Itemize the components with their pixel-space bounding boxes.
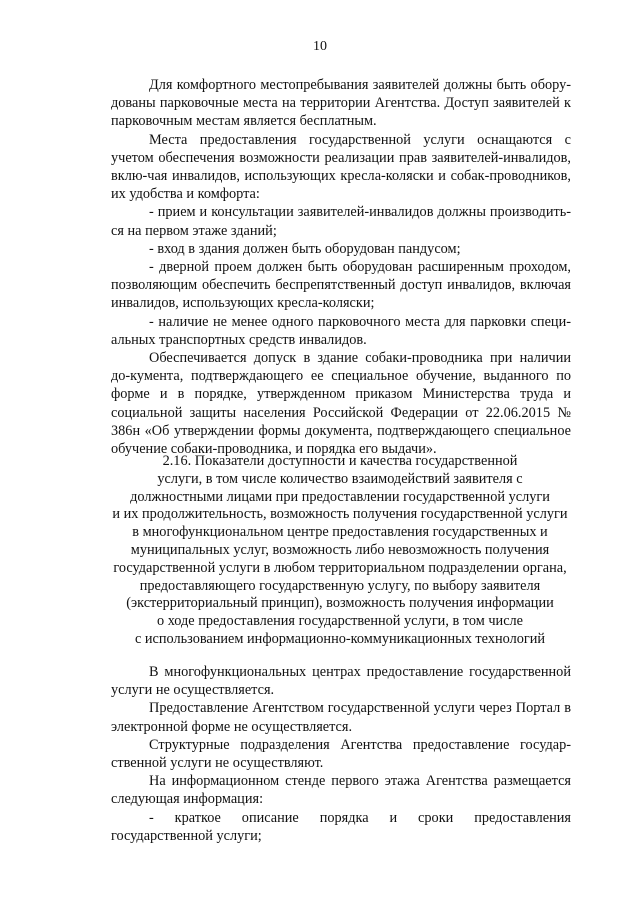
section-heading-2-16 bbox=[92, 453, 588, 649]
accessibility-requirements-section bbox=[111, 76, 571, 458]
heading-line: услуги, в том числе количество взаимодействий заявителя с bbox=[157, 470, 523, 487]
heading-line: предоставляющего государственную услугу, по выбору заявителя bbox=[139, 577, 541, 594]
list-item-ramp: - вход в здания должен быть оборудован пандусом; bbox=[149, 240, 461, 257]
list-item-first-floor: - прием и консультации заявителей-инвалидов должны производить-ся на первом этаже зданий; bbox=[111, 204, 571, 239]
paragraph-portal: Предоставление Агентством государственной услуги через Портал в электронной форме не осуществляется. bbox=[111, 700, 571, 735]
heading-line: государственной услуги в любом территориальном подразделении органа, bbox=[113, 559, 567, 576]
heading-line: и их продолжительность, возможность получения государственной услуги bbox=[112, 506, 568, 523]
heading-line: о ходе предоставления государственной услуги, в том числе bbox=[156, 613, 524, 630]
service-quality-section bbox=[111, 663, 571, 845]
paragraph-parking: Для комфортного местопребывания заявителей должны быть обору-дованы парковочные места на территории Агентства. Доступ заявителей к парковочным местам является бесплатным. bbox=[111, 77, 571, 130]
heading-line: с использованием информационно-коммуникационных технологий bbox=[134, 630, 546, 647]
heading-line: (экстерриториальный принцип), возможность получения информации bbox=[126, 595, 554, 612]
heading-line: 2.16. Показатели доступности и качества государственной bbox=[162, 453, 518, 469]
list-item-doorway: - дверной проем должен быть оборудован расширенным проходом, позволяющим обеспечить беспрепятственный доступ инвалидов, включая инвалидов, использующих кресла-коляски; bbox=[111, 259, 571, 312]
heading-line: в многофункциональном центре предоставления государственных и bbox=[132, 524, 548, 541]
list-item-parking-space: - наличие не менее одного парковочного места для парковки специ-альных транспортных средств инвалидов. bbox=[111, 313, 571, 348]
paragraph-structural-units: Структурные подразделения Агентства предоставление государ-ственной услуги не осуществляют. bbox=[111, 736, 571, 772]
paragraph-mfc: В многофункциональных центрах предоставление государственной услуги не осуществляется. bbox=[111, 664, 571, 699]
paragraph-info-stand: На информационном стенде первого этажа Агентства размещается следующая информация: bbox=[111, 773, 571, 808]
page-number: 10 bbox=[313, 39, 327, 54]
heading-line: муниципальных услуг, возможность либо невозможность получения bbox=[130, 541, 550, 558]
paragraph-disabled-access: Места предоставления государственной услуги оснащаются с учетом обеспечения возможности реализации прав заявителей-инвалидов, вклю-чая инвалидов, использующих кресла-коляски и собак-проводников, их удобства и комфорта: bbox=[111, 131, 571, 203]
paragraph-guide-dog: Обеспечивается допуск в здание собаки-проводника при наличии до-кумента, подтверждающего ее специальное обучение, выданного по форме и в порядке, утвержденном приказом Министерства труда и социальной защиты населения Российской Федерации от 22.06.2015 № 386н «Об утверждении формы документа, подтверждающего специальное обучение собаки-проводника, и порядка его выдачи». bbox=[111, 350, 571, 458]
list-item-procedure-description: - краткое описание порядка и сроки предоставления государственной услуги; bbox=[111, 809, 571, 844]
heading-line: должностными лицами при предоставлении государственной услуги bbox=[130, 488, 550, 505]
